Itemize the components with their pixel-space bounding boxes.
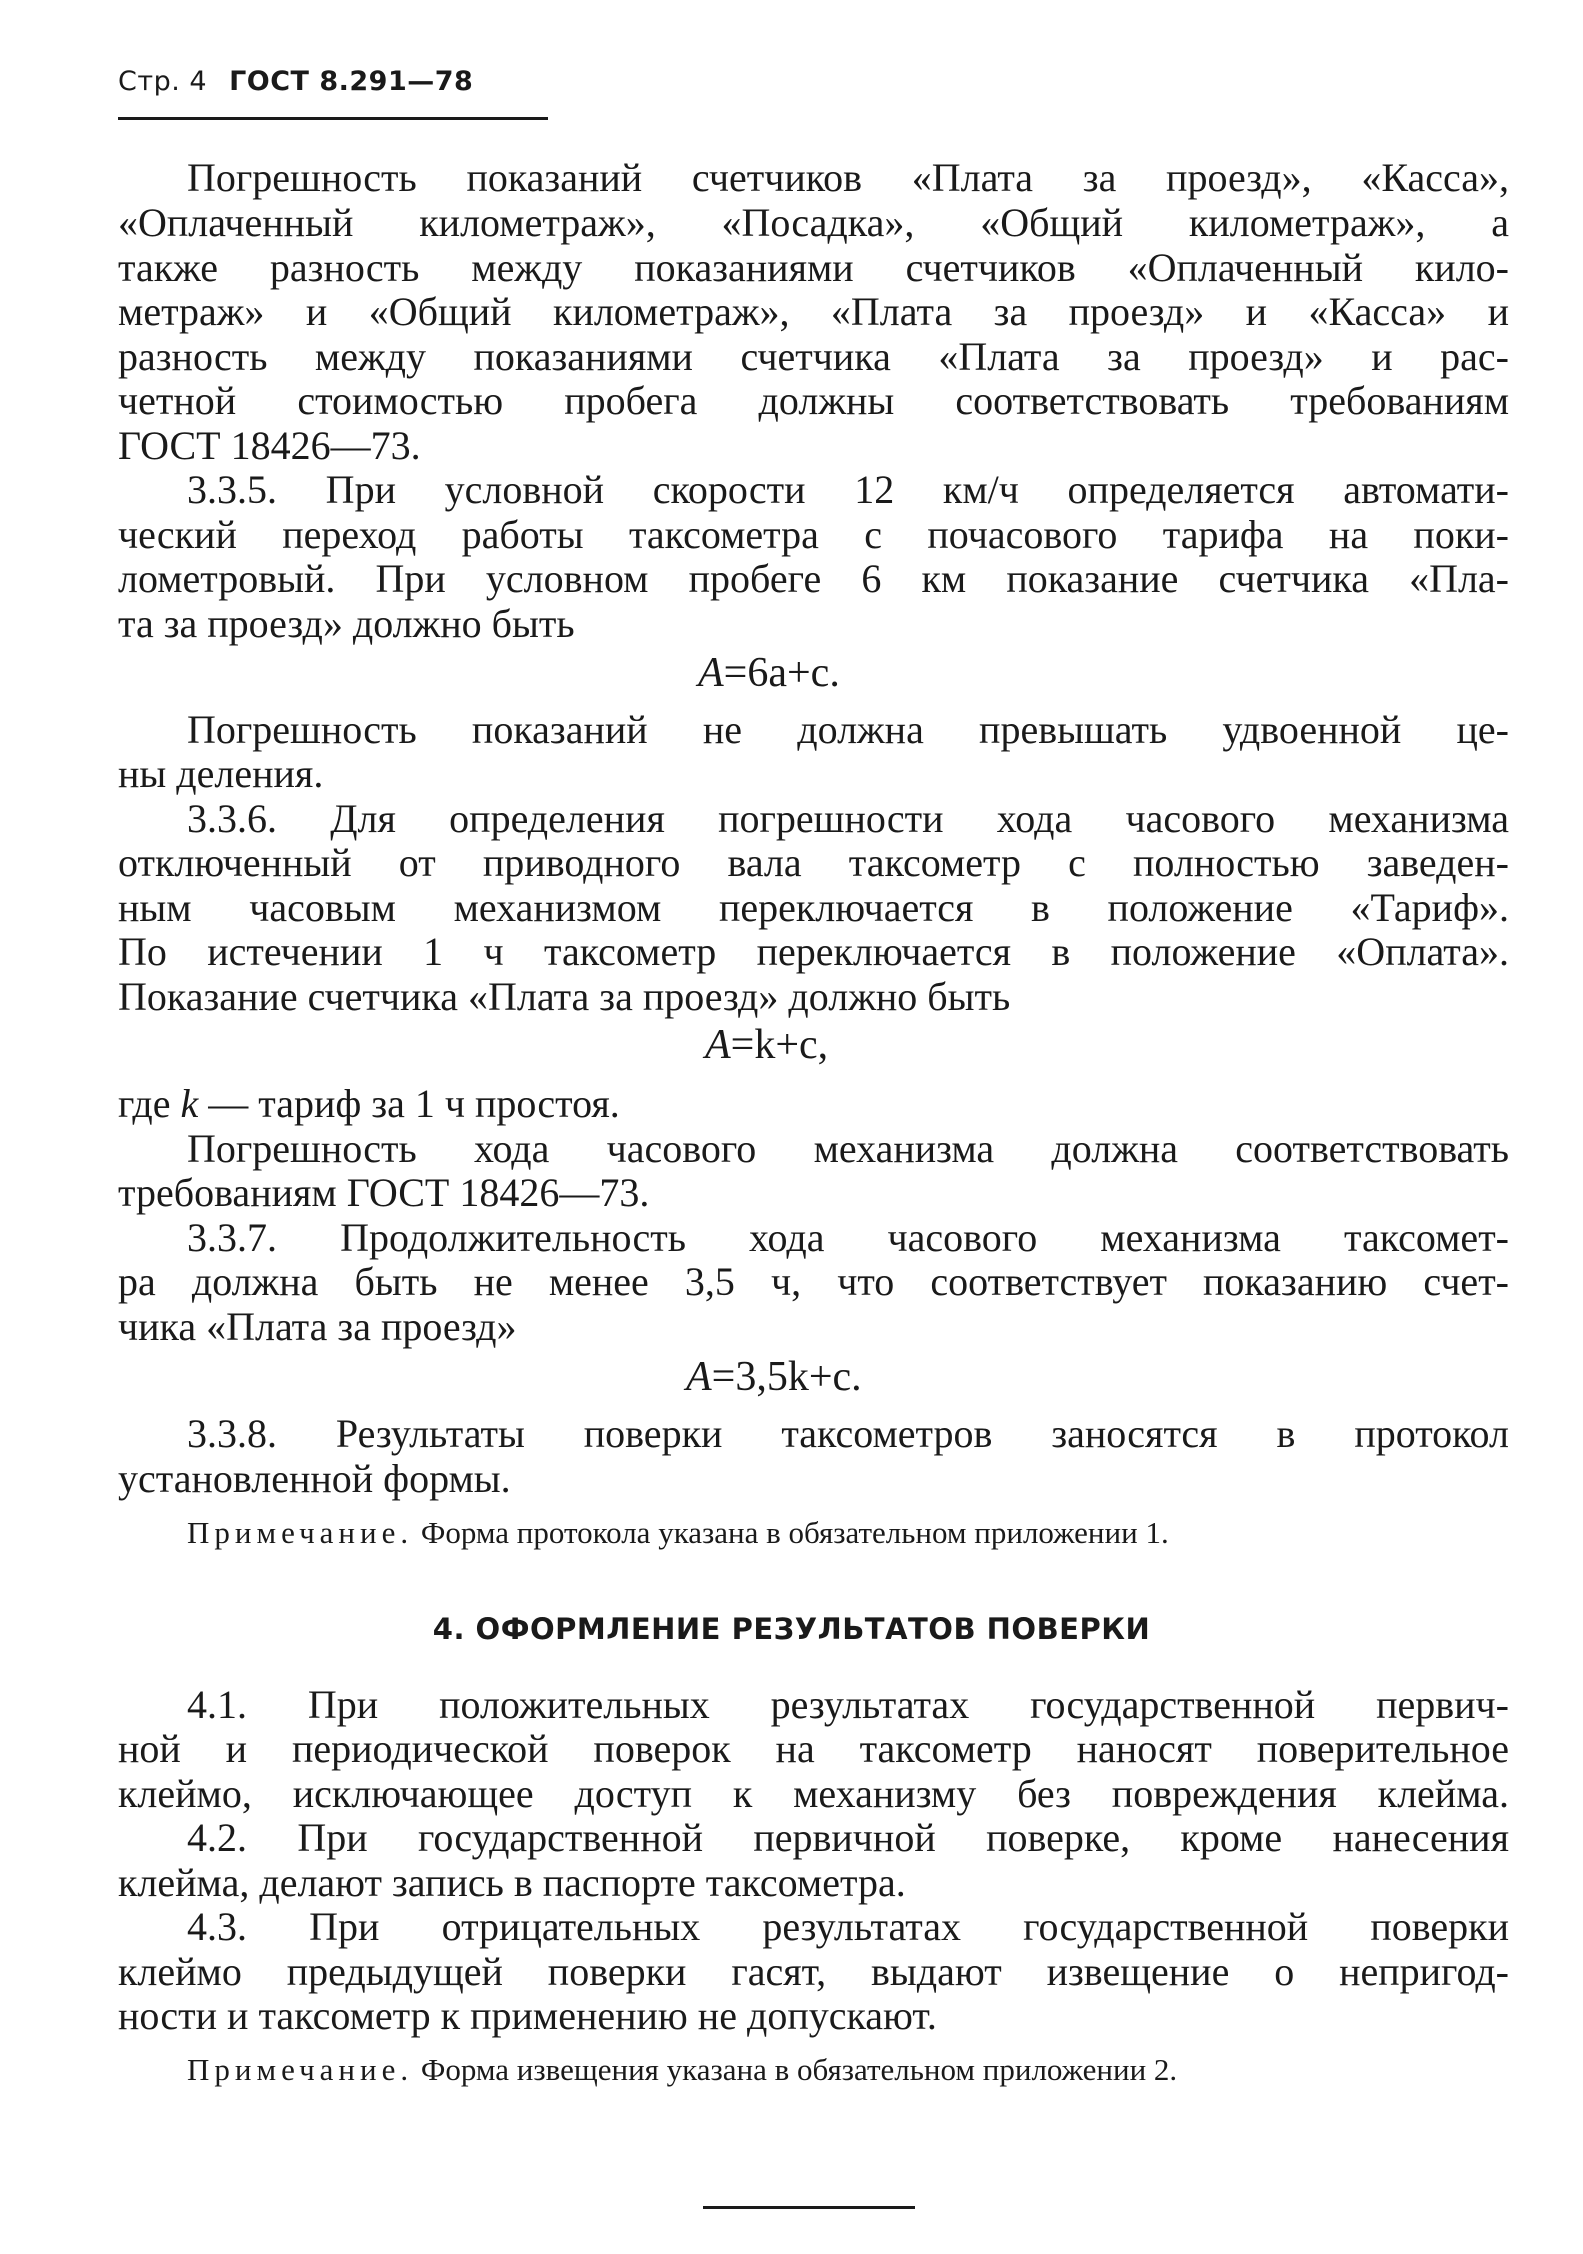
text-line: 3.3.5. При условной скорости 12 км/ч определяется автомати- <box>187 467 1509 512</box>
text-line: ГОСТ 18426—73. <box>118 423 421 468</box>
note-label: Примечание. <box>187 2052 414 2087</box>
formula-expression: =k+c, <box>730 1022 829 1068</box>
text-line: четной стоимостью пробега должны соответствовать требованиям <box>118 378 1509 423</box>
text-line: 3.3.8. Результаты поверки таксометров заносятся в протокол <box>187 1411 1509 1456</box>
where-var: k <box>180 1081 199 1126</box>
text-line: установленной формы. <box>118 1456 511 1501</box>
text-line: Показание счетчика «Плата за проезд» должно быть <box>118 974 1011 1019</box>
formula-expression: =3,5k+c. <box>711 1354 862 1400</box>
note-text: Форма извещения указана в обязательном приложении 2. <box>413 2052 1178 2087</box>
text-line: та за проезд» должно быть <box>118 601 575 646</box>
text-line: требованиям ГОСТ 18426—73. <box>118 1170 650 1215</box>
page-number-label: Стр. 4 <box>118 66 208 97</box>
text-line: чика «Плата за проезд» <box>118 1304 517 1349</box>
text-line: 3.3.7. Продолжительность хода часового механизма таксомет- <box>187 1215 1509 1260</box>
formula-3 <box>686 1354 862 1400</box>
text-line: клеймо предыдущей поверки гасят, выдают извещение о непригод- <box>118 1949 1509 1994</box>
text-line: ности и таксометр к применению не допускают. <box>118 1993 937 2038</box>
text-line: 3.3.6. Для определения погрешности хода часового механизма <box>187 796 1509 841</box>
text-line: также разность между показаниями счетчиков «Оплаченный кило- <box>118 245 1509 290</box>
formula-var: A <box>686 1354 712 1400</box>
text-line: ческий переход работы таксометра с почасового тарифа на поки- <box>118 512 1509 557</box>
text-line: отключенный от приводного вала таксометр с полностью заведен- <box>118 840 1509 885</box>
text-line: клеймо, исключающее доступ к механизму без повреждения клейма. <box>118 1771 1509 1816</box>
note-label: Примечание. <box>187 1515 414 1550</box>
standard-number: ГОСТ 8.291—78 <box>229 66 474 97</box>
page-header <box>118 66 473 97</box>
text-line: По истечении 1 ч таксометр переключается в положение «Оплата». <box>118 929 1509 974</box>
note-2 <box>187 2052 1177 2088</box>
formula-1 <box>698 650 840 696</box>
section-heading: 4. ОФОРМЛЕНИЕ РЕЗУЛЬТАТОВ ПОВЕРКИ <box>432 1612 1151 1646</box>
end-rule <box>703 2206 915 2209</box>
formula-expression: =6a+c. <box>723 650 840 696</box>
formula-var: A <box>698 650 724 696</box>
text-line: ным часовым механизмом переключается в положение «Тариф». <box>118 885 1509 930</box>
text-line: 4.3. При отрицательных результатах государственной поверки <box>187 1904 1509 1949</box>
text-line: Погрешность показаний счетчиков «Плата за проезд», «Касса», <box>187 155 1509 200</box>
formula-var: A <box>705 1022 731 1068</box>
where-prefix: где <box>118 1081 171 1126</box>
note-text: Форма протокола указана в обязательном приложении 1. <box>413 1515 1169 1550</box>
formula-2 <box>705 1022 828 1068</box>
text-line: разность между показаниями счетчика «Плата за проезд» и рас- <box>118 334 1509 379</box>
text-line: клейма, делают запись в паспорте таксометра. <box>118 1860 906 1905</box>
text-line: Погрешность показаний не должна превышать удвоенной це- <box>187 707 1509 752</box>
text-line: ной и периодической поверок на таксометр наносят поверительное <box>118 1726 1509 1771</box>
text-line: лометровый. При условном пробеге 6 км показание счетчика «Пла- <box>118 556 1509 601</box>
text-line: ра должна быть не менее 3,5 ч, что соответствует показанию счет- <box>118 1259 1509 1304</box>
text-line: 4.1. При положительных результатах государственной первич- <box>187 1682 1509 1727</box>
note-1 <box>187 1515 1169 1551</box>
text-line <box>118 1082 620 1126</box>
text-line: «Оплаченный километраж», «Посадка», «Общий километраж», а <box>118 200 1509 245</box>
text-line: 4.2. При государственной первичной поверке, кроме нанесения <box>187 1815 1509 1860</box>
header-rule <box>118 117 548 120</box>
where-text: — тариф за 1 ч простоя. <box>208 1081 620 1126</box>
text-line: ны деления. <box>118 751 324 796</box>
text-line: метраж» и «Общий километраж», «Плата за проезд» и «Касса» и <box>118 289 1509 334</box>
text-line: Погрешность хода часового механизма должна соответствовать <box>187 1126 1509 1171</box>
